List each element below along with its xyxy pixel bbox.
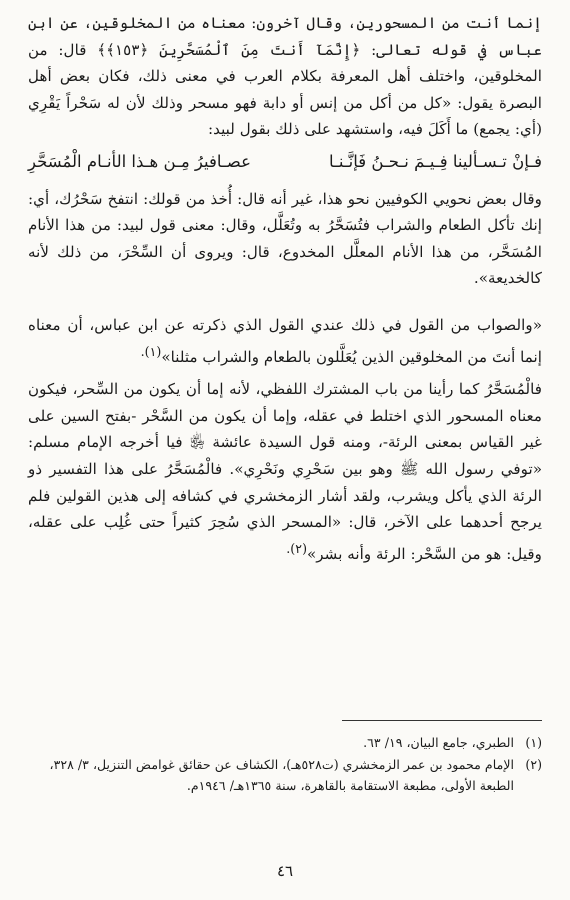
footnotes xyxy=(28,732,542,797)
paragraph-2: وقال بعض نحويي الكوفيين نحو هذا، غير أنه قال: أُخذ من قولك: انتفخ سَحْرُك، أي: إنك تأكل الطعام والشراب فتُسَحَّرُ به وتُعَلَّل، وقال: معنى قول لبيد: من هذا الأنام المُسَحَّر، من هذا الأنام المعلَّل المخدوع، قال: ويروى أن السِّحْرَ، من ذلك لأنه كالخديعة». xyxy=(28,189,542,288)
paragraph-3 xyxy=(28,312,542,370)
footnote-ref-1: (١). xyxy=(140,343,162,359)
paragraph-1: إنما أنت من المسحورين، وقال آخرون: معناه من المخلوقين، عن ابن عباس في قوله تعالى: ﴿إِنَّمَآ أَنتَ مِنَ ٱلْمُسَحَّرِينَ ﴿١٥٣﴾﴾ قال: من المخلوقين، واختلف أهل المعرفة بكلام العرب في معنى ذلك، فكان بعض أهل البصرة يقول: «كل من أكل من إنس أو دابة فهو مسحر وذلك لأن له سَحْراً يَقْرِي (أي: يجمع) ما أَكَلَ فيه، واستشهد على ذلك بقول لبيد: xyxy=(28,14,542,139)
footnote-number: (١) xyxy=(525,735,542,750)
paragraph-gap xyxy=(28,292,542,312)
paragraph-4-text: فالْمُسَحَّرُ كما رأينا من باب المشترك اللفظي، لأنه إما أن يكون من السِّحر، فيكون معناه المسحور الذي اختلط في عقله، وإما أن يكون من السَّحْر -بفتح السين على غير القياس بمعنى الرئة-، ومنه قول السيدة عائشة ﵂ فيا أخرجه الإمام مسلم: «توفي رسول الله ﷺ وهو بين سَحْرِي ونَحْرِي». فالْمُسَحَّرُ على هذا التفسير ذو الرئة الذي يأكل ويشرب، ولقد أشار الزمخشري في كشافه إلى هذين القولين فلم يرجح أحدهما على الآخر، قال: «المسحر الذي سُحِرَ كثيراً حتى غُلِب على عقله، وقيل: هو من السَّحْر: الرئة وأنه بشر» xyxy=(28,380,542,563)
footnote-text: الإمام محمود بن عمر الزمخشري (ت٥٢٨هـ)، الكشاف عن حقائق غوامض التنزيل، ٣/ ٣٢٨، xyxy=(49,756,514,772)
footnote-2 xyxy=(28,754,542,776)
page-number: ٤٦ xyxy=(276,862,294,880)
verse-first-hemistich: فـإنْ تـسـألينا فِـيـمَ نـحـنُ فَإنَّـنـا xyxy=(328,151,542,171)
paragraph-3-text: «والصواب من القول في ذلك عندي القول الذي ذكرته عن ابن عباس، أن معناه إنما أنتَ من المخلوقين الذين يُعَلَّلون بالطعام والشراب مثلنا» xyxy=(28,315,542,366)
footnote-1 xyxy=(28,732,542,754)
poetry-verse xyxy=(28,145,542,180)
footnote-divider xyxy=(342,720,542,721)
page-body xyxy=(28,10,542,900)
footnote-text: الطبري، جامع البيان، ١٩/ ٦٣. xyxy=(363,735,514,750)
footnote-number: (٢) xyxy=(525,756,542,772)
verse-second-hemistich: عصـافيرُ مِـن هـذا الأنـام الْمُسَحَّرِ xyxy=(28,151,251,171)
footnote-2-continuation: الطبعة الأولى، مطبعة الاستقامة بالقاهرة، سنة ١٣٦٥هـ/ ١٩٤٦م. xyxy=(186,778,514,793)
footnote-ref-2: (٢). xyxy=(286,540,308,556)
paragraph-4 xyxy=(28,376,542,567)
